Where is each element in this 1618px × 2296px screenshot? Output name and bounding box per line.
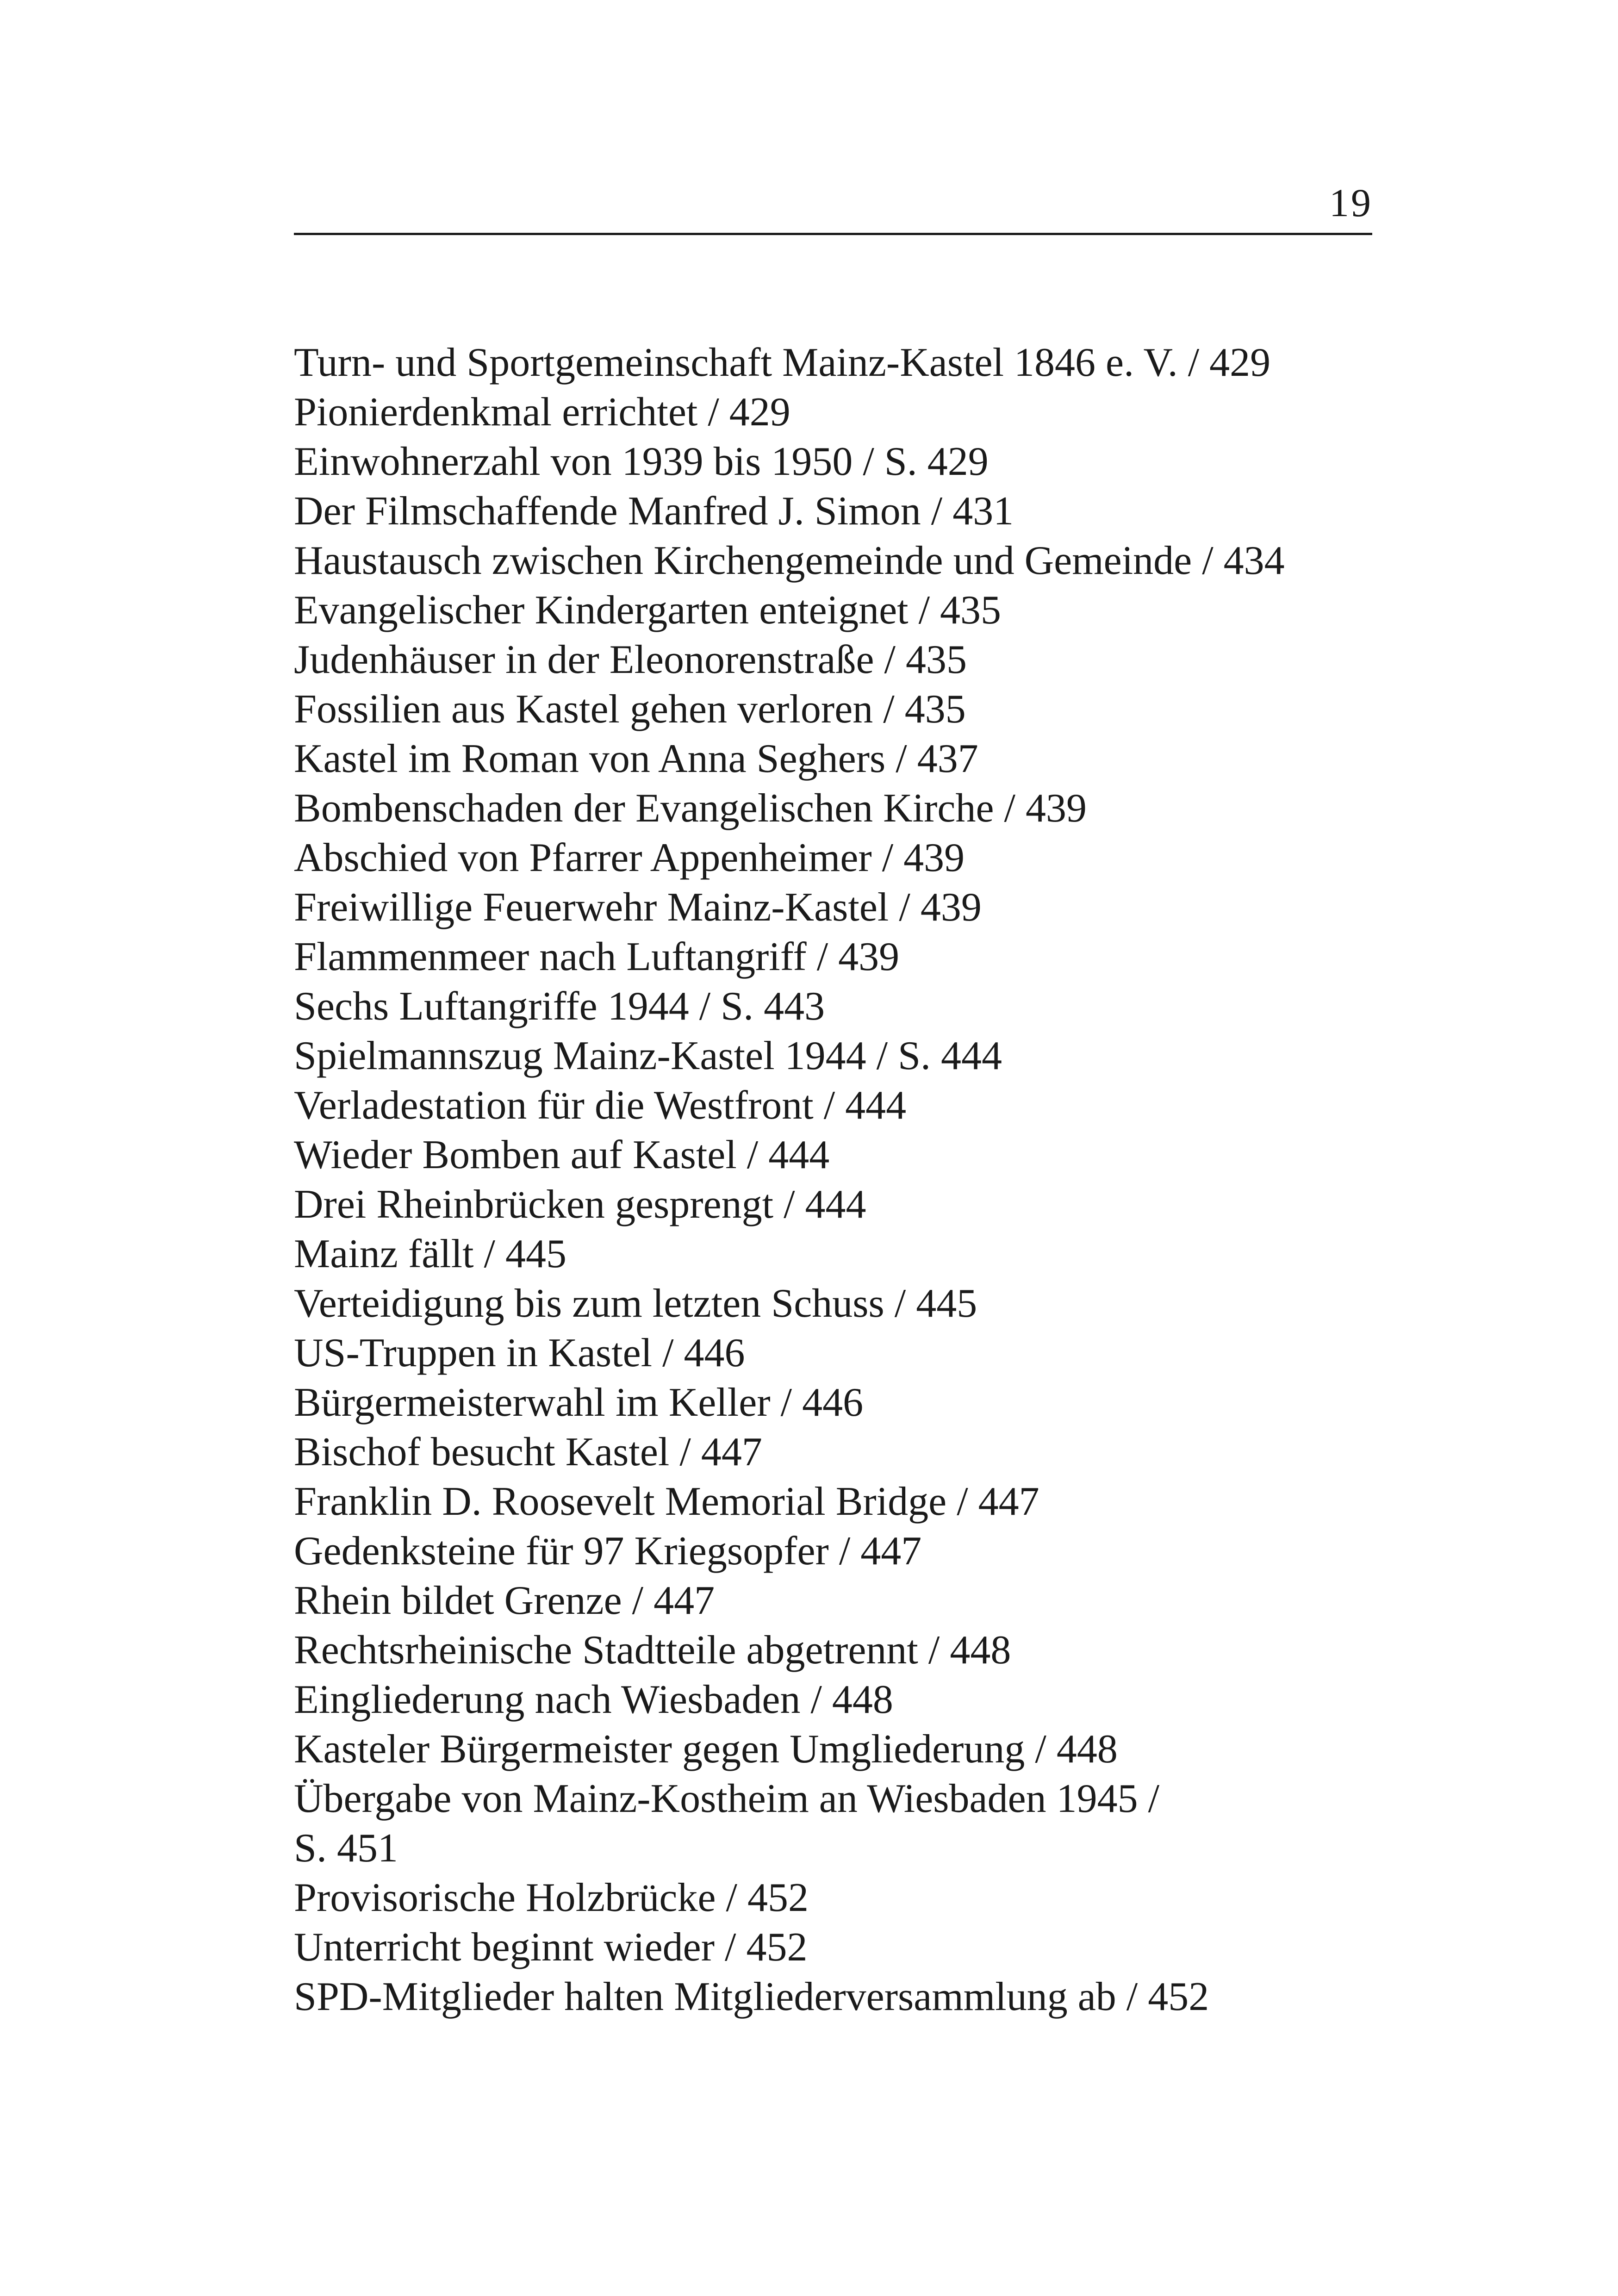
toc-entry: Kasteler Bürgermeister gegen Umgliederung / 448 bbox=[294, 1727, 1118, 1772]
header-divider bbox=[294, 233, 1372, 235]
toc-entry: Bürgermeisterwahl im Keller / 446 bbox=[294, 1380, 864, 1425]
toc-entry: Der Filmschaffende Manfred J. Simon / 431 bbox=[294, 489, 1014, 534]
toc-entry: Verladestation für die Westfront / 444 bbox=[294, 1083, 907, 1128]
toc-entry: Kastel im Roman von Anna Seghers / 437 bbox=[294, 736, 978, 781]
toc-entry: Flammenmeer nach Luftangriff / 439 bbox=[294, 934, 900, 979]
toc-entry: Provisorische Holzbrücke / 452 bbox=[294, 1875, 809, 1920]
toc-entry: Franklin D. Roosevelt Memorial Bridge / 447 bbox=[294, 1479, 1039, 1524]
toc-entry: Einwohnerzahl von 1939 bis 1950 / S. 429 bbox=[294, 439, 989, 484]
toc-entry: Verteidigung bis zum letzten Schuss / 445 bbox=[294, 1281, 977, 1326]
toc-entry: Abschied von Pfarrer Appenheimer / 439 bbox=[294, 835, 965, 880]
toc-entry: Übergabe von Mainz-Kostheim an Wiesbaden 1945 / bbox=[294, 1776, 1160, 1821]
toc-entry: SPD-Mitglieder halten Mitgliederversammlung ab / 452 bbox=[294, 1974, 1209, 2019]
toc-entry: Judenhäuser in der Eleonorenstraße / 435 bbox=[294, 637, 967, 682]
toc-entry: Bischof besucht Kastel / 447 bbox=[294, 1430, 762, 1475]
toc-entry: Spielmannszug Mainz-Kastel 1944 / S. 444 bbox=[294, 1033, 1002, 1078]
toc-entry: Fossilien aus Kastel gehen verloren / 435 bbox=[294, 687, 966, 732]
toc-entry: Unterricht beginnt wieder / 452 bbox=[294, 1925, 808, 1970]
toc-entry: Drei Rheinbrücken gesprengt / 444 bbox=[294, 1182, 866, 1227]
toc-entry: Turn- und Sportgemeinschaft Mainz-Kastel 1846 e. V. / 429 bbox=[294, 340, 1271, 385]
toc-entry: Mainz fällt / 445 bbox=[294, 1232, 566, 1276]
toc-entry: Evangelischer Kindergarten enteignet / 435 bbox=[294, 588, 1002, 633]
toc-entry: Rhein bildet Grenze / 447 bbox=[294, 1578, 715, 1623]
toc-entry: Bombenschaden der Evangelischen Kirche / 439 bbox=[294, 786, 1087, 831]
toc-entry: Sechs Luftangriffe 1944 / S. 443 bbox=[294, 984, 825, 1029]
toc-entry: US-Truppen in Kastel / 446 bbox=[294, 1331, 745, 1375]
toc-entry: Gedenksteine für 97 Kriegsopfer / 447 bbox=[294, 1529, 922, 1574]
toc-entry: Eingliederung nach Wiesbaden / 448 bbox=[294, 1677, 893, 1722]
toc-entry: Freiwillige Feuerwehr Mainz-Kastel / 439 bbox=[294, 885, 982, 930]
toc-entry: Haustausch zwischen Kirchengemeinde und Gemeinde / 434 bbox=[294, 538, 1285, 583]
toc-entry: Rechtsrheinische Stadtteile abgetrennt / 448 bbox=[294, 1628, 1011, 1673]
toc-entry: Wieder Bomben auf Kastel / 444 bbox=[294, 1132, 830, 1177]
toc-entry: S. 451 bbox=[294, 1826, 398, 1871]
toc-entry: Pionierdenkmal errichtet / 429 bbox=[294, 390, 790, 435]
page-number: 19 bbox=[1329, 180, 1373, 225]
table-of-contents bbox=[294, 338, 1372, 2022]
